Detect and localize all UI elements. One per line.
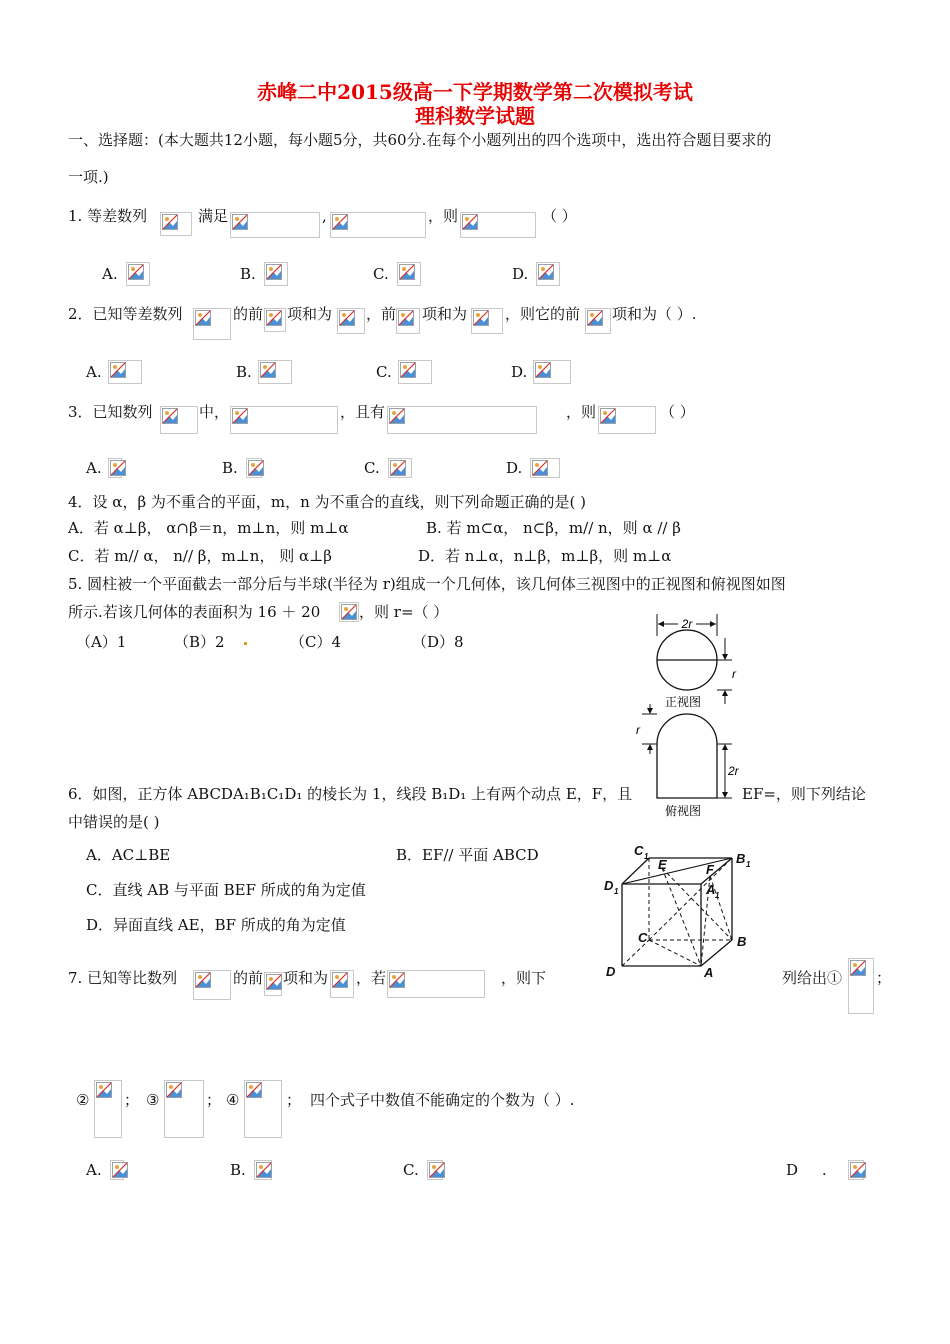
q1-bracket: （ ）	[542, 207, 577, 225]
formula-image	[230, 406, 338, 434]
q6-option-b: B．EF// 平面 ABCD	[396, 846, 539, 864]
option-d-label: D.	[506, 459, 523, 477]
broken-image-icon	[110, 460, 126, 476]
formula-image	[397, 262, 421, 286]
exam-title: 赤峰二中2015级高一下学期数学第二次模拟考试	[257, 80, 693, 104]
formula-image	[246, 458, 262, 478]
q7-text: ；	[124, 1091, 140, 1109]
formula-image	[471, 308, 503, 334]
formula-image	[427, 1160, 443, 1180]
formula-image	[160, 212, 192, 236]
formula-image	[254, 1160, 272, 1180]
broken-image-icon	[587, 310, 603, 326]
dim-2r-top: 2r	[681, 617, 693, 631]
q3-text: ，则	[566, 403, 597, 421]
label-f: F	[706, 862, 714, 877]
broken-image-icon	[266, 264, 282, 280]
broken-image-icon	[398, 310, 414, 326]
formula-image	[530, 458, 560, 478]
broken-image-icon	[538, 264, 554, 280]
q7-text: ，则下	[501, 969, 547, 987]
q7-text: ；	[206, 1091, 222, 1109]
broken-image-icon	[266, 310, 282, 326]
dim-2r-right: 2r	[728, 764, 739, 778]
section-intro: 一、选择题：(本大题共12小题，每小题5分，共60分.在每个小题列出的四个选项中，选出符合题目要求的	[68, 131, 772, 149]
option-c-label: C.	[364, 459, 380, 477]
formula-image	[193, 308, 231, 340]
formula-image	[193, 970, 231, 1000]
formula-image	[94, 1080, 122, 1138]
q6-option-c: C．直线 AB 与平面 BEF 所成的角为定值	[86, 881, 366, 899]
formula-image	[264, 972, 282, 996]
broken-image-icon	[429, 1162, 445, 1178]
q3-text: 中，	[199, 403, 230, 421]
broken-image-icon	[266, 974, 282, 990]
formula-image	[264, 308, 286, 332]
formula-image	[164, 1080, 204, 1138]
q4-stem: 4．设 α，β 为不重合的平面，m，n 为不重合的直线，则下列命题正确的是( )	[68, 493, 587, 511]
broken-image-icon	[232, 408, 248, 424]
q2-text: 项和为（ ）.	[612, 305, 697, 323]
q6-line1: 6．如图，正方体 ABCDA₁B₁C₁D₁ 的棱长为 1，线段 B₁D₁ 上有两个动点 E，F，且	[68, 785, 633, 803]
q7-text: 项和为	[283, 969, 329, 987]
q4-option-b: B. 若 m⊂α， n⊂β，m// n，则 α // β	[426, 519, 681, 537]
broken-image-icon	[462, 214, 478, 230]
q1-text: ,	[322, 207, 327, 225]
q7-text: 的前	[233, 969, 264, 987]
option-a-label: A.	[86, 1161, 102, 1179]
label-c1: C	[634, 843, 644, 858]
broken-image-icon	[96, 1082, 112, 1098]
broken-image-icon	[248, 460, 264, 476]
q6-option-d: D．异面直线 AE，BF 所成的角为定值	[86, 916, 346, 934]
broken-image-icon	[600, 408, 616, 424]
formula-image	[388, 458, 412, 478]
q5-line2-end: ，则 r=（ ）	[359, 603, 449, 621]
option-a-label: A.	[86, 459, 102, 477]
q5-line1: 5. 圆柱被一个平面截去一部分后与半球(半径为 r)组成一个几何体，该几何体三视图中的正视图和俯视图如图	[68, 575, 786, 593]
q7-text: ②	[76, 1091, 90, 1109]
q2-text: 项和为	[422, 305, 468, 323]
broken-image-icon	[332, 214, 348, 230]
option-b-label: B.	[222, 459, 238, 477]
q7-text: ③	[146, 1091, 160, 1109]
three-view-figure	[620, 612, 750, 824]
formula-image	[460, 212, 536, 238]
broken-image-icon	[162, 408, 178, 424]
broken-image-icon	[110, 362, 126, 378]
formula-image	[387, 406, 537, 434]
q6-line2: 中错误的是( )	[68, 813, 160, 831]
formula-image	[339, 602, 359, 622]
formula-image	[244, 1080, 282, 1138]
option-c-label: C.	[373, 265, 389, 283]
broken-image-icon	[850, 1162, 866, 1178]
label-a1: A	[706, 882, 716, 897]
option-d-label: D .	[786, 1161, 827, 1179]
broken-image-icon	[332, 972, 348, 988]
formula-image	[110, 1160, 124, 1180]
q5-option-c: （C）4	[290, 633, 342, 651]
q1-text: 1. 等差数列	[68, 207, 148, 225]
broken-image-icon	[162, 214, 178, 230]
formula-image	[126, 262, 150, 286]
formula-image	[108, 458, 122, 478]
formula-image	[536, 262, 560, 286]
q5-option-a: （A）1	[76, 633, 127, 651]
broken-image-icon	[128, 264, 144, 280]
formula-image	[396, 308, 420, 334]
broken-image-icon	[400, 362, 416, 378]
q6-option-a: A．AC⊥BE	[86, 846, 171, 864]
option-c-label: C.	[403, 1161, 419, 1179]
broken-image-icon	[341, 604, 357, 620]
formula-image	[230, 212, 320, 238]
broken-image-icon	[112, 1162, 128, 1178]
q4-option-d: D．若 n⊥α，n⊥β，m⊥β，则 m⊥α	[418, 547, 672, 565]
q7-text: ，若	[356, 969, 387, 987]
broken-image-icon	[256, 1162, 272, 1178]
broken-image-icon	[260, 362, 276, 378]
broken-image-icon	[389, 408, 405, 424]
label-d1: D	[604, 878, 614, 893]
q3-text: ，且有	[340, 403, 386, 421]
label-b: B	[737, 934, 747, 949]
option-b-label: B.	[230, 1161, 246, 1179]
q7-text: 7. 已知等比数列	[68, 969, 178, 987]
dim-r-front: r	[732, 667, 736, 681]
q7-text: ；	[286, 1091, 302, 1109]
q2-text: 的前	[233, 305, 264, 323]
option-d-label: D.	[512, 265, 529, 283]
exam-subtitle: 理科数学试题	[415, 104, 535, 128]
label-d1-sub: 1	[614, 887, 619, 896]
label-c1-sub: 1	[644, 852, 649, 861]
top-view-label: 俯视图	[665, 804, 702, 818]
broken-image-icon	[166, 1082, 182, 1098]
option-a-label: A.	[102, 265, 118, 283]
label-e: E	[658, 857, 667, 872]
formula-image	[258, 360, 292, 384]
formula-image	[398, 360, 432, 384]
broken-image-icon	[535, 362, 551, 378]
q5-option-d: （D）8	[412, 633, 464, 651]
stray-dot	[244, 642, 247, 645]
broken-image-icon	[390, 460, 406, 476]
formula-image	[585, 308, 611, 334]
formula-image	[264, 262, 288, 286]
formula-image	[337, 308, 365, 334]
label-b1-sub: 1	[746, 860, 751, 869]
broken-image-icon	[532, 460, 548, 476]
broken-image-icon	[389, 972, 405, 988]
cube-figure	[600, 838, 770, 983]
broken-image-icon	[232, 214, 248, 230]
formula-image	[108, 360, 142, 384]
option-b-label: B.	[236, 363, 252, 381]
broken-image-icon	[399, 264, 415, 280]
q4-option-a: A．若 α⊥β， α∩β＝n，m⊥n，则 m⊥α	[68, 519, 349, 537]
broken-image-icon	[195, 972, 211, 988]
dim-r-top: r	[636, 723, 640, 737]
q5-line2: 所示.若该几何体的表面积为 16 ＋ 20	[68, 603, 321, 621]
broken-image-icon	[473, 310, 489, 326]
broken-image-icon	[850, 960, 866, 976]
q7-text: 列给出①	[782, 969, 843, 987]
label-d: D	[606, 964, 616, 979]
q1-text: ，则	[428, 207, 459, 225]
option-a-label: A.	[86, 363, 102, 381]
section-intro-cont: 一项.)	[68, 168, 109, 186]
q1-text: 满足	[198, 207, 229, 225]
formula-image	[387, 970, 485, 998]
label-b1: B	[736, 851, 746, 866]
q3-bracket: （ ）	[660, 403, 695, 421]
q4-option-c: C．若 m// α， n// β，m⊥n， 则 α⊥β	[68, 547, 332, 565]
broken-image-icon	[195, 310, 211, 326]
front-view-label: 正视图	[665, 695, 702, 709]
formula-image	[848, 1160, 864, 1180]
q3-text: 3．已知数列	[68, 403, 153, 421]
q2-text: 2．已知等差数列	[68, 305, 183, 323]
q5-option-b: （B）2	[174, 633, 225, 651]
q7-text: 四个式子中数值不能确定的个数为（ ）.	[310, 1091, 575, 1109]
q2-text: ，前	[366, 305, 397, 323]
formula-image	[330, 970, 354, 998]
formula-image	[848, 958, 874, 1014]
label-a1-sub: 1	[715, 891, 720, 900]
label-c: C	[638, 930, 648, 945]
q6-line1-end: EF=，则下列结论	[742, 785, 866, 803]
q2-text: 项和为	[287, 305, 333, 323]
formula-image	[598, 406, 656, 434]
broken-image-icon	[246, 1082, 262, 1098]
option-d-label: D.	[511, 363, 528, 381]
option-c-label: C.	[376, 363, 392, 381]
formula-image	[330, 212, 426, 238]
q7-text: ④	[226, 1091, 240, 1109]
formula-image	[533, 360, 571, 384]
q7-text: ；	[876, 969, 892, 987]
broken-image-icon	[339, 310, 355, 326]
q2-text: ，则它的前	[505, 305, 581, 323]
formula-image	[160, 406, 198, 434]
label-a: A	[704, 965, 714, 980]
option-b-label: B.	[240, 265, 256, 283]
